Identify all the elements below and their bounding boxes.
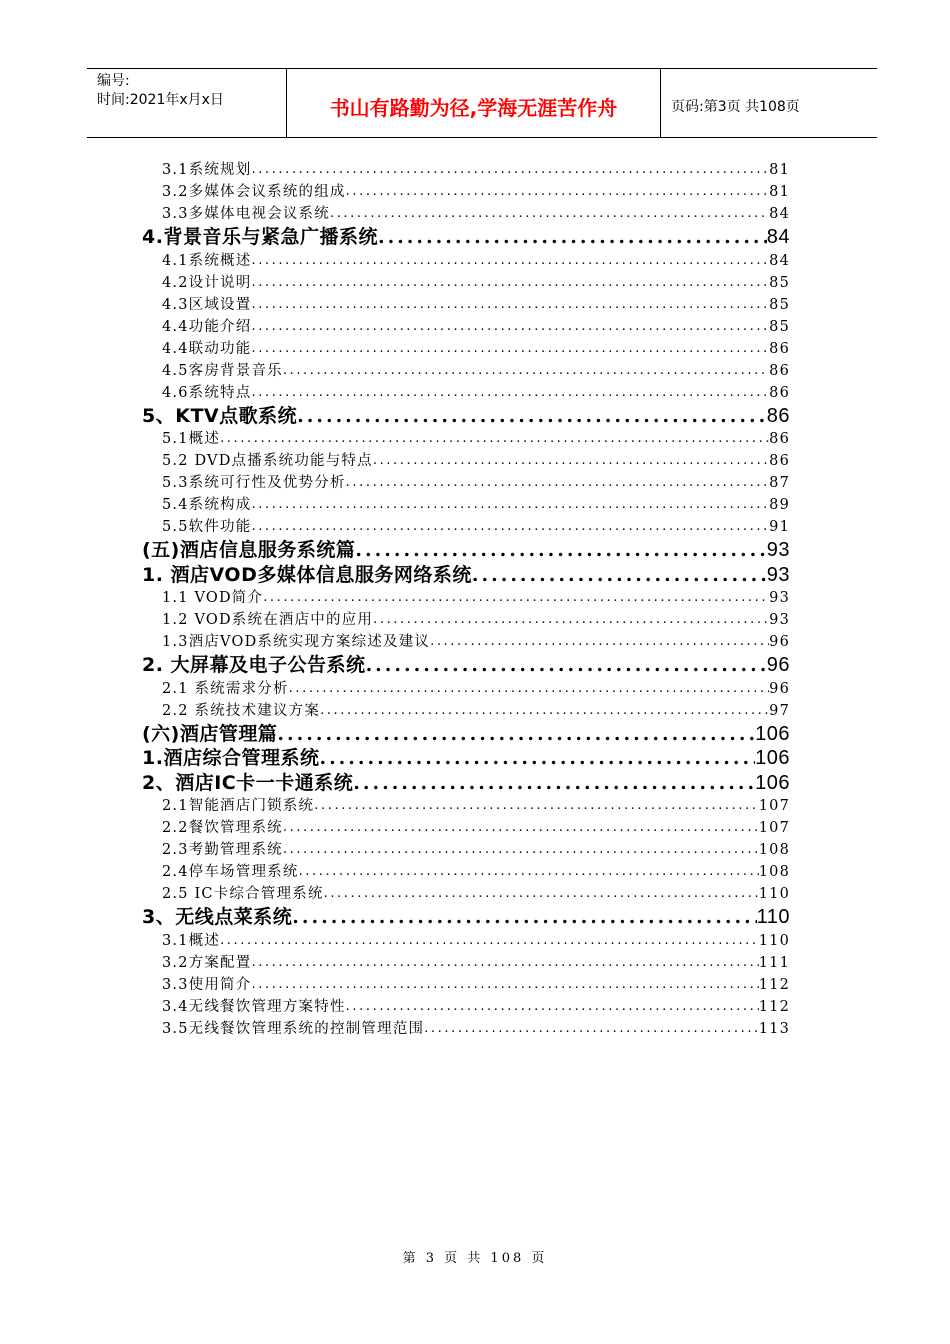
toc-leader-dots <box>314 795 758 817</box>
toc-entry[interactable] <box>142 516 790 538</box>
toc-entry[interactable] <box>142 428 790 450</box>
toc-entry-title: 3.2方案配置 <box>162 954 252 971</box>
toc-entry-page: 84 <box>769 206 790 222</box>
toc-entry-page: 96 <box>769 680 790 697</box>
toc-entry-page: 106 <box>755 771 790 794</box>
toc-entry-title: 1. 酒店VOD多媒体信息服务网络系统 <box>142 563 472 586</box>
toc-entry-page: 93 <box>766 539 790 561</box>
toc-entry[interactable] <box>142 472 790 494</box>
toc-entry-page: 93 <box>769 590 790 606</box>
header-time-label: 时间:2021年x月x日 <box>97 92 224 108</box>
toc-leader-dots <box>320 700 769 722</box>
toc-entry[interactable] <box>142 653 790 678</box>
toc-entry[interactable] <box>142 294 790 316</box>
toc-leader-dots <box>251 952 758 974</box>
toc-entry-page: 112 <box>758 998 790 1015</box>
toc-leader-dots <box>251 250 769 272</box>
toc-entry-title: 3.1系统规划 <box>162 162 252 178</box>
header-number-label: 编号: <box>97 73 130 89</box>
toc-leader-dots <box>430 631 769 653</box>
toc-entry[interactable] <box>142 563 790 588</box>
toc-entry-title: 1.1 VOD简介 <box>162 590 264 606</box>
toc-entry-page: 86 <box>769 362 790 379</box>
toc-entry-page: 106 <box>755 722 790 745</box>
toc-entry-title: 5.3系统可行性及优势分析 <box>162 475 346 491</box>
toc-entry-page: 96 <box>769 634 790 650</box>
toc-entry-page: 107 <box>758 798 790 814</box>
toc-leader-dots <box>251 159 769 181</box>
toc-entry[interactable] <box>142 700 790 722</box>
toc-entry[interactable] <box>142 450 790 472</box>
toc-entry[interactable] <box>142 203 790 225</box>
toc-leader-dots <box>251 382 769 404</box>
toc-entry-title: 3.3多媒体电视会议系统 <box>162 206 330 222</box>
toc-leader-dots <box>283 360 769 382</box>
toc-entry-page: 110 <box>758 932 790 949</box>
toc-entry-page: 84 <box>766 226 790 248</box>
toc-entry-page: 111 <box>758 954 790 971</box>
toc-entry-page: 108 <box>758 842 790 858</box>
toc-entry-page: 81 <box>769 184 790 200</box>
toc-leader-dots <box>346 181 769 203</box>
header-meta <box>87 69 287 137</box>
toc-leader-dots <box>251 294 769 316</box>
toc-entry-page: 86 <box>769 384 790 401</box>
toc-entry-title: 2、酒店IC卡一卡通系统 <box>142 771 354 794</box>
toc-entry-title: 1.3酒店VOD系统实现方案综述及建议 <box>162 634 431 650</box>
toc-entry[interactable] <box>142 861 790 883</box>
toc-entry[interactable] <box>142 722 790 747</box>
toc-entry-title: 4.背景音乐与紧急广播系统 <box>142 226 378 248</box>
toc-entry-title: 2. 大屏幕及电子公告系统 <box>142 654 366 676</box>
toc-entry-title: 2.2餐饮管理系统 <box>162 820 283 836</box>
toc-entry-title: 5.2 DVD点播系统功能与特点 <box>162 453 373 469</box>
toc-entry[interactable] <box>142 250 790 272</box>
toc-leader-dots <box>424 1018 759 1040</box>
toc-entry-title: (六)酒店管理篇 <box>142 722 278 745</box>
toc-entry-title: 3.2多媒体会议系统的组成 <box>162 184 346 200</box>
page-header <box>87 68 877 138</box>
toc-entry-title: 1.2 VOD系统在酒店中的应用 <box>162 612 374 628</box>
toc-entry-title: 2.2 系统技术建议方案 <box>162 702 321 719</box>
toc-entry-page: 107 <box>758 820 790 836</box>
toc-entry-page: 110 <box>756 906 790 928</box>
toc-entry-page: 86 <box>769 431 790 447</box>
toc-leader-dots <box>346 472 769 494</box>
toc-entry-title: 2.4停车场管理系统 <box>162 864 299 880</box>
page-footer: 第 3 页 共 108 页 <box>402 1251 548 1266</box>
toc-entry-page: 89 <box>769 497 790 513</box>
toc-leader-dots <box>299 861 759 883</box>
toc-entry[interactable] <box>142 883 790 905</box>
toc-entry-title: 2.1 系统需求分析 <box>162 680 289 697</box>
toc-entry-page: 93 <box>766 563 790 586</box>
toc-entry-title: 4.4联动功能 <box>162 340 252 357</box>
toc-entry[interactable] <box>142 905 790 930</box>
toc-entry-page: 81 <box>769 162 790 178</box>
toc-entry-page: 85 <box>769 318 790 335</box>
toc-entry-title: 5.4系统构成 <box>162 497 252 513</box>
toc-leader-dots <box>251 272 769 294</box>
toc-entry-page: 97 <box>769 702 790 719</box>
toc-entry[interactable] <box>142 338 790 360</box>
toc-entry[interactable] <box>142 181 790 203</box>
toc-entry-title: 3.3使用简介 <box>162 976 252 993</box>
toc-entry[interactable] <box>142 360 790 382</box>
toc-entry-title: 4.6系统特点 <box>162 384 252 401</box>
toc-leader-dots <box>277 722 755 747</box>
toc-entry-title: 4.2设计说明 <box>162 274 252 291</box>
toc-leader-dots <box>220 428 769 450</box>
toc-leader-dots <box>319 746 755 771</box>
toc-entry-page: 84 <box>769 252 790 269</box>
toc-leader-dots <box>283 817 759 839</box>
toc-entry-title: 5.5软件功能 <box>162 519 252 535</box>
toc-entry-title: 2.1智能酒店门锁系统 <box>162 798 315 814</box>
toc-entry[interactable] <box>142 771 790 796</box>
toc-entry-title: 4.4功能介绍 <box>162 318 252 335</box>
toc-leader-dots <box>330 203 769 225</box>
toc-leader-dots <box>263 587 769 609</box>
toc-entry-page: 112 <box>758 976 790 993</box>
toc-leader-dots <box>220 930 759 952</box>
toc-entry-page: 85 <box>769 296 790 313</box>
toc-entry[interactable] <box>142 930 790 952</box>
toc-entry-page: 86 <box>769 453 790 469</box>
toc-entry-page: 113 <box>758 1020 790 1037</box>
toc-leader-dots <box>251 516 769 538</box>
toc-entry-title: 4.1系统概述 <box>162 252 252 269</box>
toc-entry-page: 91 <box>769 519 790 535</box>
toc-leader-dots <box>373 450 769 472</box>
toc-entry[interactable] <box>142 1018 790 1040</box>
toc-entry-title: 1.酒店综合管理系统 <box>142 747 320 769</box>
toc-entry[interactable] <box>142 746 790 771</box>
toc-entry[interactable] <box>142 159 790 181</box>
toc-entry-title: 3、无线点菜系统 <box>142 906 293 928</box>
toc-entry[interactable] <box>142 631 790 653</box>
toc-leader-dots <box>353 771 755 796</box>
toc-entry[interactable] <box>142 404 790 429</box>
toc-leader-dots <box>378 225 767 250</box>
toc-entry-title: 4.3区域设置 <box>162 296 252 313</box>
toc-entry[interactable] <box>142 839 790 861</box>
toc-entry-title: 2.5 IC卡综合管理系统 <box>162 886 324 902</box>
toc-leader-dots <box>366 653 767 678</box>
toc-entry[interactable] <box>142 817 790 839</box>
toc-entry-title: 3.1概述 <box>162 932 221 949</box>
toc-entry[interactable] <box>142 609 790 631</box>
toc-leader-dots <box>289 678 769 700</box>
toc-entry[interactable] <box>142 272 790 294</box>
toc-leader-dots <box>324 883 759 905</box>
toc-entry-title: 3.5无线餐饮管理系统的控制管理范围 <box>162 1020 425 1037</box>
table-of-contents <box>142 159 790 1040</box>
header-motto: 书山有路勤为径,学海无涯苦作舟 <box>287 69 661 137</box>
toc-entry-title: 3.4无线餐饮管理方案特性 <box>162 998 346 1015</box>
toc-entry[interactable] <box>142 382 790 404</box>
toc-entry-page: 93 <box>769 612 790 628</box>
toc-entry-page: 110 <box>758 886 790 902</box>
toc-entry[interactable] <box>142 974 790 996</box>
toc-entry[interactable] <box>142 678 790 700</box>
header-page-info: 页码:第3页 共108页 <box>671 99 800 115</box>
toc-leader-dots <box>251 316 769 338</box>
toc-entry[interactable] <box>142 587 790 609</box>
toc-leader-dots <box>251 974 758 996</box>
toc-leader-dots <box>251 338 769 360</box>
toc-leader-dots <box>251 494 769 516</box>
toc-entry-page: 108 <box>758 864 790 880</box>
toc-entry[interactable] <box>142 996 790 1018</box>
toc-entry-title: 4.5客房背景音乐 <box>162 362 283 379</box>
toc-entry-page: 87 <box>769 475 790 491</box>
toc-entry[interactable] <box>142 225 790 250</box>
toc-entry-title: (五)酒店信息服务系统篇 <box>142 539 356 561</box>
toc-entry-page: 96 <box>766 654 790 676</box>
toc-entry-title: 5.1概述 <box>162 431 221 447</box>
toc-entry-page: 106 <box>755 747 790 769</box>
toc-leader-dots <box>346 996 759 1018</box>
toc-leader-dots <box>297 404 767 429</box>
toc-entry-page: 86 <box>769 340 790 357</box>
toc-entry[interactable] <box>142 795 790 817</box>
toc-entry-page: 86 <box>766 404 790 427</box>
toc-leader-dots <box>355 538 766 563</box>
toc-leader-dots <box>283 839 759 861</box>
toc-leader-dots <box>292 905 756 930</box>
toc-entry[interactable] <box>142 316 790 338</box>
toc-entry[interactable] <box>142 538 790 563</box>
toc-entry[interactable] <box>142 494 790 516</box>
toc-entry-title: 5、KTV点歌系统 <box>142 404 298 427</box>
toc-leader-dots <box>472 563 767 588</box>
toc-entry[interactable] <box>142 952 790 974</box>
toc-entry-page: 85 <box>769 274 790 291</box>
toc-leader-dots <box>373 609 769 631</box>
toc-entry-title: 2.3考勤管理系统 <box>162 842 283 858</box>
